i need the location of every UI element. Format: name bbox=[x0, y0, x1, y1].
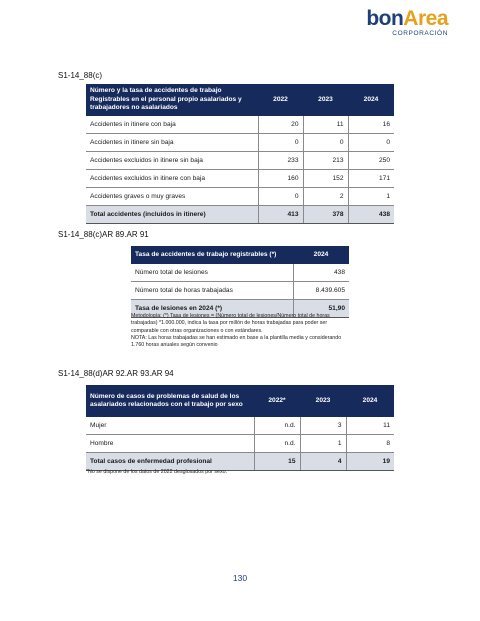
total-row bbox=[86, 206, 394, 224]
cell-value: 11 bbox=[346, 417, 394, 435]
accidents-table bbox=[86, 84, 394, 224]
row-label: Accidentes graves o muy graves bbox=[86, 188, 258, 206]
table-row bbox=[86, 435, 394, 453]
methodology-note bbox=[131, 313, 349, 349]
cell-value: 8.439.605 bbox=[293, 282, 349, 300]
company-logo bbox=[366, 8, 448, 37]
year-header: 2024 bbox=[346, 385, 394, 417]
logo-text-bon: bon bbox=[366, 7, 404, 30]
cell-value: 16 bbox=[348, 116, 394, 134]
cell-value: 0 bbox=[303, 134, 348, 152]
total-value: 378 bbox=[303, 206, 348, 224]
cell-value: 171 bbox=[348, 170, 394, 188]
total-value: 413 bbox=[258, 206, 303, 224]
section-title-1: S1-14_88(c) bbox=[58, 71, 103, 80]
total-value: 51,90 bbox=[293, 300, 349, 318]
row-label: Accidentes excluidos in itinere con baja bbox=[86, 170, 258, 188]
logo-subtitle: CORPORACIÓN bbox=[392, 30, 448, 37]
row-label: Accidentes excluidos in itinere sin baja bbox=[86, 152, 258, 170]
footnote: *No se dispone de los datos de 2022 desglosados por sexo. bbox=[86, 469, 228, 475]
table-row bbox=[86, 170, 394, 188]
total-value: 19 bbox=[346, 453, 394, 471]
cell-value: 250 bbox=[348, 152, 394, 170]
year-header: 2022 bbox=[258, 84, 303, 116]
year-header: 2024 bbox=[348, 84, 394, 116]
year-header: 2023 bbox=[303, 84, 348, 116]
cell-value: n.d. bbox=[254, 435, 300, 453]
cell-value: 1 bbox=[300, 435, 346, 453]
injury-rate-header: Tasa de accidentes de trabajo registrables (*) bbox=[131, 246, 293, 264]
year-header: 2023 bbox=[300, 385, 346, 417]
methodology-text: Metodología: (*) Tasa de lesiones = (Número total de lesiones/Número total de horas trabajadas) *1.000.000, indica la tasa por millón de horas trabajadas para poder ser comparable con otras organizaciones o con estándares. bbox=[131, 313, 330, 334]
row-label: Mujer bbox=[86, 417, 254, 435]
total-label: Tasa de lesiones en 2024 (*) bbox=[131, 300, 293, 318]
cell-value: 160 bbox=[258, 170, 303, 188]
table-row bbox=[86, 116, 394, 134]
injury-rate-table bbox=[131, 246, 349, 318]
health-cases-table bbox=[86, 385, 394, 471]
cell-value: 0 bbox=[348, 134, 394, 152]
table-row bbox=[86, 152, 394, 170]
cell-value: 1 bbox=[348, 188, 394, 206]
cell-value: 20 bbox=[258, 116, 303, 134]
cell-value: 233 bbox=[258, 152, 303, 170]
row-label: Número total de lesiones bbox=[131, 264, 293, 282]
row-label: Número total de horas trabajadas bbox=[131, 282, 293, 300]
health-cases-header: Número de casos de problemas de salud de los asalariados relacionados con el trabajo por sexo bbox=[86, 385, 254, 417]
cell-value: 8 bbox=[346, 435, 394, 453]
table-row bbox=[131, 264, 349, 282]
cell-value: 11 bbox=[303, 116, 348, 134]
cell-value: 152 bbox=[303, 170, 348, 188]
cell-value: 213 bbox=[303, 152, 348, 170]
section-title-3: S1-14_88(d)AR 92.AR 93.AR 94 bbox=[58, 369, 174, 378]
total-value: 4 bbox=[300, 453, 346, 471]
cell-value: 0 bbox=[258, 134, 303, 152]
cell-value: 2 bbox=[303, 188, 348, 206]
section-title-2: S1-14_88(c)AR 89.AR 91 bbox=[58, 230, 149, 239]
cell-value: 0 bbox=[258, 188, 303, 206]
hours-note-text: NOTA: Las horas trabajadas se han estimado en base a la plantilla media y considerando 1.760 horas anuales según convenio bbox=[131, 334, 342, 349]
table-row bbox=[86, 134, 394, 152]
year-header: 2022* bbox=[254, 385, 300, 417]
table-row bbox=[131, 282, 349, 300]
total-value: 438 bbox=[348, 206, 394, 224]
total-label: Total casos de enfermedad profesional bbox=[86, 453, 254, 471]
cell-value: 438 bbox=[293, 264, 349, 282]
table-row bbox=[86, 417, 394, 435]
total-label: Total accidentes (incluidos in itinere) bbox=[86, 206, 258, 224]
accidents-table-header: Número y la tasa de accidentes de trabajo Registrables en el personal propio asalariados y trabajadores no asalariados bbox=[86, 84, 258, 116]
total-value: 15 bbox=[254, 453, 300, 471]
total-row bbox=[86, 453, 394, 471]
row-label: Accidentes in itinere sin baja bbox=[86, 134, 258, 152]
cell-value: n.d. bbox=[254, 417, 300, 435]
row-label: Hombre bbox=[86, 435, 254, 453]
row-label: Accidentes in itinere con baja bbox=[86, 116, 258, 134]
logo-text-area: Area bbox=[403, 7, 448, 30]
cell-value: 3 bbox=[300, 417, 346, 435]
page-number: 130 bbox=[232, 573, 248, 583]
year-header: 2024 bbox=[293, 246, 349, 264]
table-row bbox=[86, 188, 394, 206]
